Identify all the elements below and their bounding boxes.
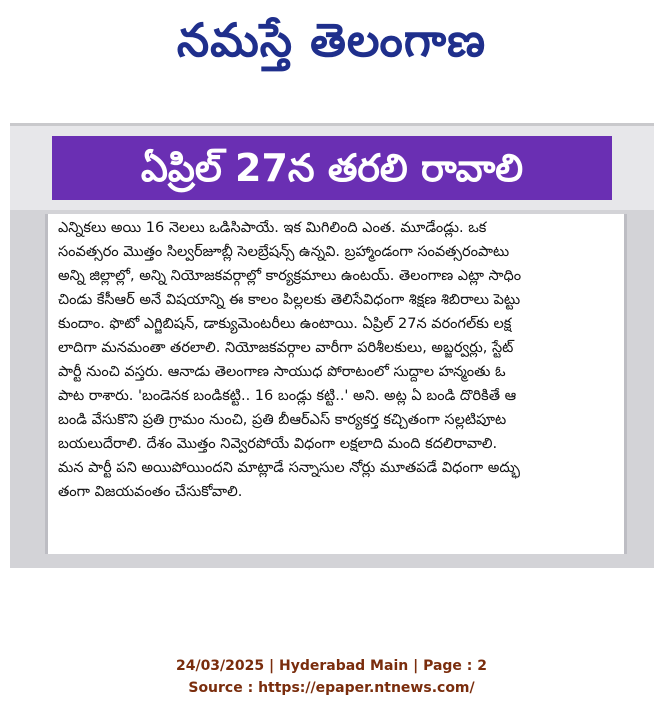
masthead-logo: నమస్తే తెలంగాణ (176, 13, 487, 67)
article-line: ఎన్నికలు అయి 16 నెలలు ఒడిసిపాయే. ఇక మిగిలింది ఎంత. మూడేండ్లు. ఒక (58, 220, 487, 236)
source-line: Source : https://epaper.ntnews.com/ (188, 680, 475, 696)
page-footer (0, 655, 663, 699)
article-line: బయలుదేరాలి. దేశం మొత్తం నివ్వెరపోయే విధంగా లక్షలాది మంది కదలిరావాలి. (58, 436, 498, 452)
article-line: బండి వేసుకొని ప్రతి గ్రామం నుంచి, ప్రతి బీఆర్ఎస్ కార్యకర్త కచ్చితంగా సల్లటిపూట (58, 412, 507, 428)
headline-band (10, 123, 654, 210)
dateline: 24/03/2025 | Hyderabad Main | Page : 2 (175, 658, 488, 674)
article-body (45, 214, 627, 554)
article-line: మన పార్టీ పని అయిపోయిందని మాట్లాడే సన్నాసుల నోర్లు మూతపడే విధంగా అద్భు (58, 460, 520, 476)
article-line: తంగా విజయవంతం చేసుకోవాలి. (58, 484, 243, 500)
article-line: పార్టీ నుంచి వస్తరు. ఆనాడు తెలంగాణ సాయుధ పోరాటంలో సుద్దాల హన్మంతు ఓ (58, 364, 506, 380)
article-line: చిండు కేసీఆర్ అనే విషయాన్ని ఈ కాలం పిల్లలకు తెలిసేవిధంగా శిక్షణ శిబిరాలు పెట్టు (58, 292, 521, 308)
article-clipping (10, 123, 654, 568)
article-line: అన్ని జిల్లాల్లో, అన్ని నియోజకవర్గాల్లో కార్యక్రమాలు ఉంటయ్. తెలంగాణ ఎట్లా సాధిం (58, 268, 522, 284)
article-line: కుందాం. ఫొటో ఎగ్జిబిషన్, డాక్యుమెంటరీలు ఉంటాయి. ఏప్రిల్ 27న వరంగల్‌కు లక్ష (58, 316, 512, 332)
article-line: సంవత్సరం మొత్తం సిల్వర్‌జూబ్లీ సెలబ్రేషన్స్ ఉన్నవి. బ్రహ్మాండంగా సంవత్సరంపాటు (58, 244, 510, 260)
article-line: పాట రాశారు. 'బండెనక బండికట్టి.. 16 బండ్లు కట్టి..' అని. అట్ల ఏ బండి దొరికితే ఆ (58, 388, 517, 404)
article-line: లాదిగా మనమంతా తరలాలి. నియోజకవర్గాల వారీగా పరిశీలకులు, అబ్జర్వర్లు, స్టేట్ (58, 340, 514, 356)
article-headline: ఏప్రిల్ 27న తరలి రావాలి (52, 136, 612, 200)
